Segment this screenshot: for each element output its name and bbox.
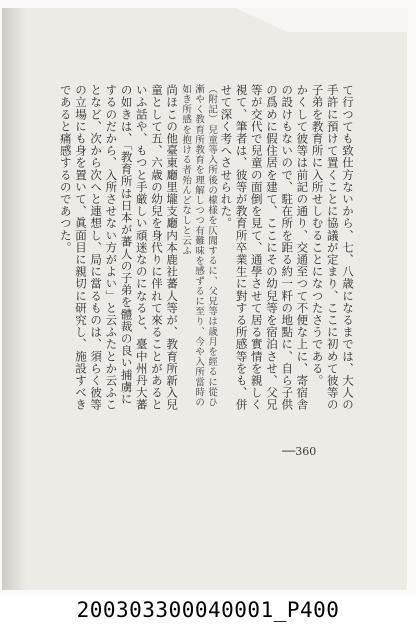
- paragraph-3: 尚ほこの他臺東廳里壠支廳内本鹿社蕃人等が、教育所新入兒童として五、六歳の幼兒を身代りに伴れて來ることがあるといふ話や、もつと手厳しい頑迷なのになると、臺中州丹大蕃の如きは、「教育所は日本が蕃人の子弟を體裁の良い捕虜にするのだから、入所させない方がよい」と云ふたとか云ふことなど、次から次へと連想し、局に當るものは、須らく彼等の立場にも身を置いて、眞面目に親切に研究し、施設すべきであると痛感するのであつた。: [58, 84, 180, 411]
- paragraph-2: かくして彼等は前記の通り、交通至つて不便な上に、寄宿舎の設けもないので、駐在所を距る約一粁の地點に、自ら子供の爲めに假住居を建て、ここにその幼兒等を宿泊させ、父兄等が交代で兒童の面倒を見て、通學させて居る實情を親しく視て、筆者は、彼等が教育所卒業生に對する所感等をも、併せて深く考へさせられた。: [219, 84, 310, 411]
- page-number: ──360: [282, 445, 317, 458]
- page-gutter-shadow: [2, 8, 26, 590]
- paragraph-note: （附記）兒童等入所後の檬様を仄聞するに、父兄等は歳月を經るに從ひ漸やく教育所教育を理解しつつ有難味を感ずるに至り、今や入所當時の如き所感を抱ける者殆んどなしと云ふ: [180, 84, 218, 408]
- paragraph-1: て行つても致仕方ないから、七、八歳になるまでは、大人の手許に預けて置くことに協議が定まり、ここに初めて彼等の子弟を教育所に入所せしむることになつたさうである。: [310, 84, 355, 411]
- vertical-body-text: [40, 84, 355, 414]
- image-caption: 200303300040001_P400: [76, 598, 340, 622]
